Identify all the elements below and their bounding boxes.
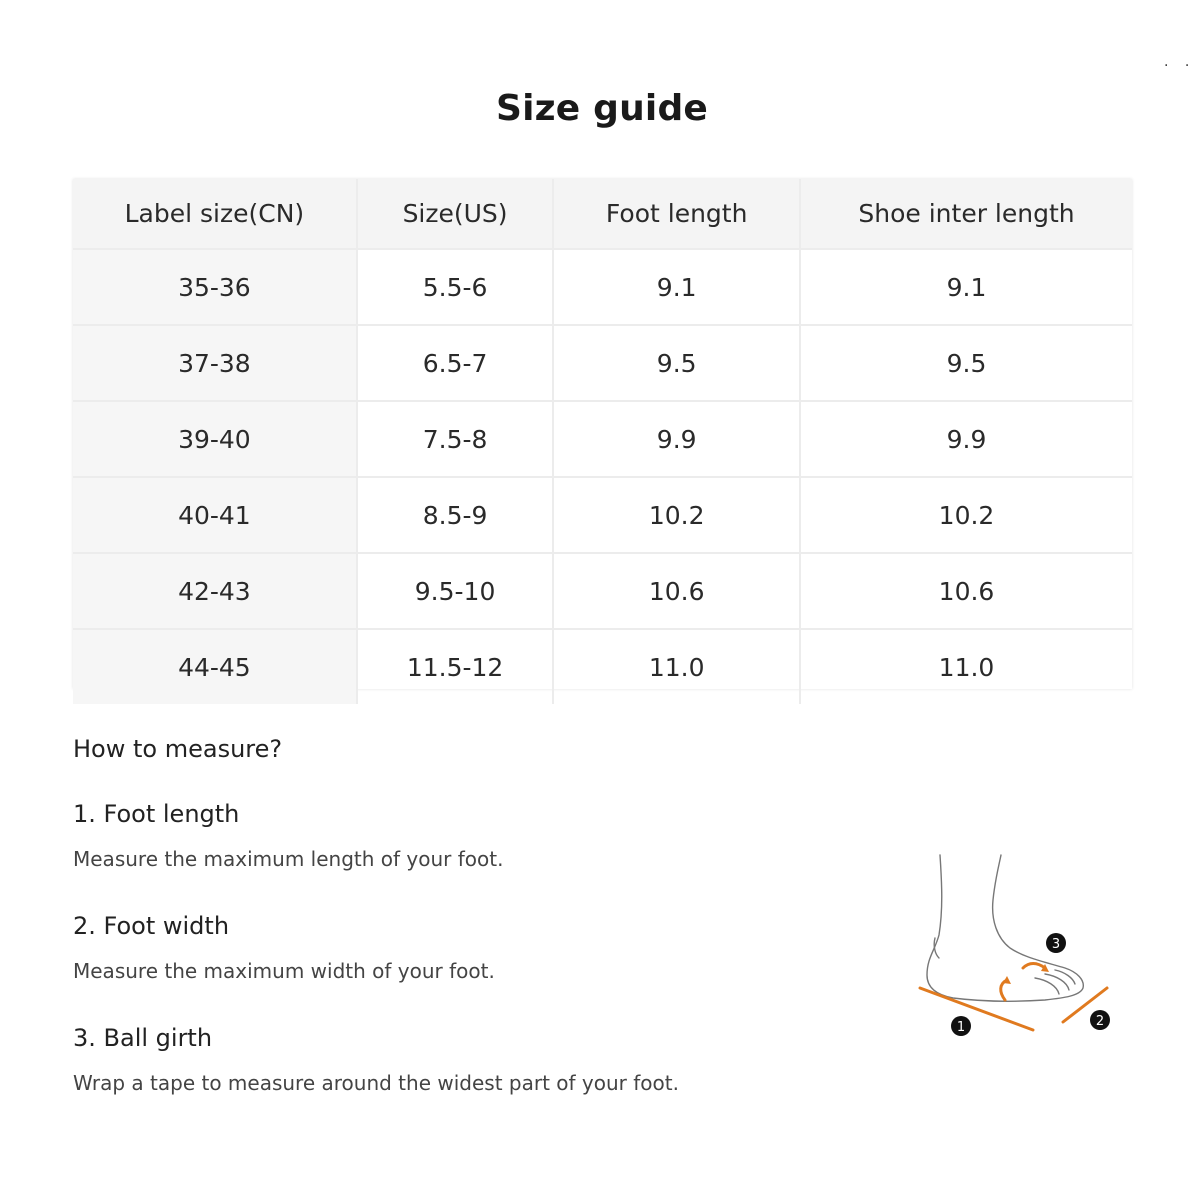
header-shoe-inter-length: Shoe inter length <box>800 179 1132 249</box>
corner-mark: · · <box>1164 58 1196 74</box>
cell-shoe-inter-length: 9.9 <box>800 401 1132 477</box>
cell-shoe-inter-length: 11.0 <box>938 652 995 682</box>
cell-size-us: 11.5-12 <box>357 629 554 704</box>
svg-text:1: 1 <box>956 1020 966 1035</box>
marker-2-icon <box>1090 1010 1110 1030</box>
cell-size-us: 8.5-9 <box>357 477 554 553</box>
header-foot-length: Foot length <box>553 179 800 249</box>
cell-label-size-cn: 42-43 <box>73 553 357 629</box>
cell-shoe-inter-length: 10.2 <box>800 477 1132 553</box>
svg-text:2: 2 <box>1095 1014 1105 1029</box>
cell-shoe-inter-length: 9.5 <box>800 325 1132 401</box>
table-row <box>73 553 1132 629</box>
cell-size-us: 5.5-6 <box>357 249 554 325</box>
cell-foot-length: 10.6 <box>553 553 800 629</box>
marker-1-icon <box>951 1016 971 1036</box>
step-ball-girth-title: 3. Ball girth <box>73 1024 213 1052</box>
cell-shoe-inter-length: 9.1 <box>800 249 1132 325</box>
svg-text:3: 3 <box>1051 937 1061 952</box>
table-row <box>73 249 1132 325</box>
cell-size-us: 9.5-10 <box>357 553 554 629</box>
how-to-measure-heading: How to measure? <box>73 735 283 763</box>
table-header-row <box>73 179 1132 249</box>
cell-foot-length: 9.5 <box>553 325 800 401</box>
marker-3-icon <box>1046 933 1066 953</box>
cell-label-size-cn: 37-38 <box>73 325 357 401</box>
girth-arrow-upper <box>1023 964 1045 969</box>
page-title: Size guide <box>495 88 709 129</box>
cell-foot-length: 9.1 <box>553 249 800 325</box>
cell-shoe-inter-length: 10.6 <box>800 553 1132 629</box>
cell-foot-length: 10.2 <box>553 477 800 553</box>
step-foot-width-title: 2. Foot width <box>73 912 230 940</box>
table-row <box>73 401 1132 477</box>
cell-label-size-cn: 35-36 <box>73 249 357 325</box>
cell-size-us: 7.5-8 <box>357 401 554 477</box>
step-foot-width-desc: Measure the maximum width of your foot. <box>73 959 495 983</box>
size-table <box>73 179 1132 689</box>
table-row <box>73 629 1132 704</box>
cell-label-size-cn: 40-41 <box>73 477 357 553</box>
cell-foot-length: 11.0 <box>553 629 800 704</box>
step-foot-length-desc: Measure the maximum length of your foot. <box>73 847 504 871</box>
table-row <box>73 325 1132 401</box>
cell-foot-length: 9.9 <box>553 401 800 477</box>
length-measure-line <box>920 988 1033 1030</box>
table-row <box>73 477 1132 553</box>
foot-measure-icon <box>905 850 1125 1050</box>
step-foot-length-title: 1. Foot length <box>73 800 240 828</box>
cell-label-size-cn: 44-45 <box>73 629 357 704</box>
cell-size-us: 6.5-7 <box>357 325 554 401</box>
cell-label-size-cn: 39-40 <box>73 401 357 477</box>
step-ball-girth-desc: Wrap a tape to measure around the widest part of your foot. <box>73 1071 679 1095</box>
header-size-us: Size(US) <box>357 179 554 249</box>
header-label-size-cn: Label size(CN) <box>73 179 357 249</box>
